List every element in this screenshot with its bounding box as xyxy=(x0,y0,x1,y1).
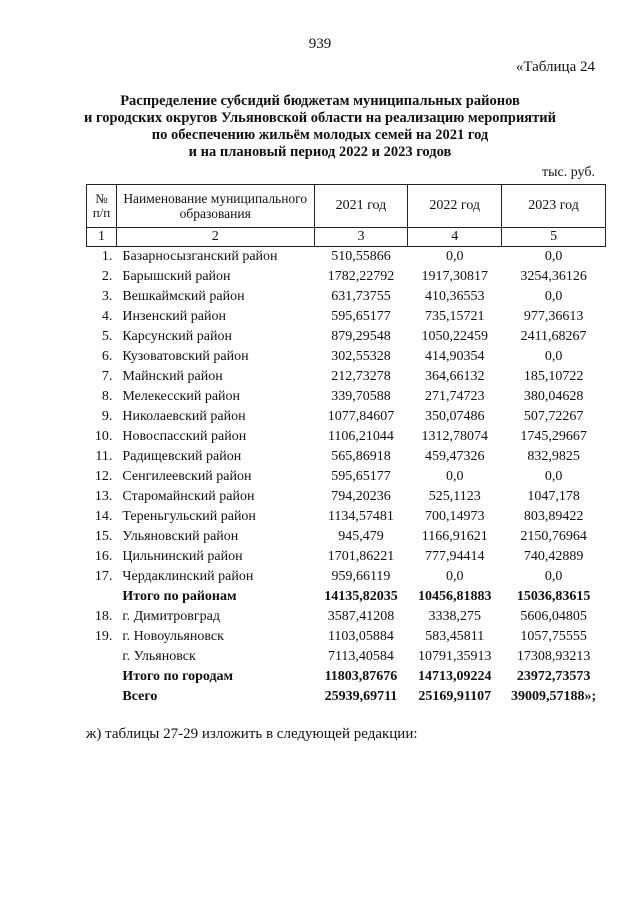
value-2022: 25169,91107 xyxy=(418,689,492,704)
row-number: 4. xyxy=(101,309,113,324)
table-row xyxy=(87,567,606,587)
title-line: Распределение субсидий бюджетам муниципальных районов xyxy=(120,93,520,109)
column-index-row xyxy=(87,228,606,247)
table-row xyxy=(87,627,606,647)
table-row xyxy=(87,367,606,387)
value-2021: 565,86918 xyxy=(331,449,391,464)
table-body xyxy=(87,247,606,708)
units-label: тыс. руб. xyxy=(542,165,595,180)
value-2023: 0,0 xyxy=(544,349,563,364)
table-row xyxy=(87,647,606,667)
value-2021: 14135,82035 xyxy=(324,589,398,604)
municipality-name: Кузоватовский район xyxy=(122,349,249,364)
table-row xyxy=(87,287,606,307)
municipality-name: Мелекесский район xyxy=(122,389,241,404)
table-row xyxy=(87,387,606,407)
row-number: 18. xyxy=(94,609,113,624)
value-2021: 339,70588 xyxy=(331,389,391,404)
value-2023: 1057,75555 xyxy=(520,629,587,644)
value-2022: 1166,91621 xyxy=(421,529,488,544)
municipality-name: Итого по районам xyxy=(122,589,237,604)
value-2021: 212,73278 xyxy=(331,369,391,384)
value-2022: 777,94414 xyxy=(424,549,485,564)
value-2022: 735,15721 xyxy=(424,309,485,324)
municipality-name: Вешкаймский район xyxy=(122,289,245,304)
value-2021: 1106,21044 xyxy=(327,429,394,444)
value-2022: 583,45811 xyxy=(425,629,485,644)
title-line: по обеспечению жильём молодых семей на 2021 год xyxy=(151,127,489,143)
table-row xyxy=(87,427,606,447)
value-2023: 0,0 xyxy=(544,469,563,484)
value-2023: 1745,29667 xyxy=(520,429,587,444)
municipality-name: Итого по городам xyxy=(122,669,234,684)
value-2021: 1103,05884 xyxy=(327,629,394,644)
row-number: 11. xyxy=(95,449,113,464)
value-2023: 380,04628 xyxy=(523,389,584,404)
value-2022: 700,14973 xyxy=(424,509,485,524)
row-number xyxy=(87,647,117,667)
value-2023: 15036,83615 xyxy=(516,589,591,604)
value-2021: 7113,40584 xyxy=(327,649,394,664)
row-number: 15. xyxy=(94,529,113,544)
value-2023: 507,72267 xyxy=(523,409,584,424)
municipality-name: Всего xyxy=(122,689,158,704)
row-number: 17. xyxy=(94,569,113,584)
value-2023: 5606,04805 xyxy=(520,609,587,624)
table-row xyxy=(87,487,606,507)
value-2022: 0,0 xyxy=(445,249,464,264)
header-2022: 2022 год xyxy=(408,185,502,228)
municipality-name: г. Новоульяновск xyxy=(122,629,224,644)
municipality-name: Чердаклинский район xyxy=(122,569,254,584)
row-number: 19. xyxy=(94,629,113,644)
title-line: и на плановый период 2022 и 2023 годов xyxy=(188,144,452,160)
footnote: ж) таблицы 27-29 изложить в следующей редакции: xyxy=(86,726,418,742)
row-number: 14. xyxy=(94,509,113,524)
row-number: 5. xyxy=(101,329,113,344)
row-number: 13. xyxy=(94,489,113,504)
table-row xyxy=(87,327,606,347)
value-2021: 595,65177 xyxy=(331,469,391,484)
total-row xyxy=(87,587,606,607)
value-2021: 1077,84607 xyxy=(327,409,395,424)
value-2021: 11803,87676 xyxy=(324,669,398,684)
table-row xyxy=(87,247,606,268)
value-2023: 0,0 xyxy=(544,569,563,584)
municipality-name: Радищевский район xyxy=(122,449,242,464)
value-2023: 740,42889 xyxy=(523,549,584,564)
table-row xyxy=(87,447,606,467)
table-row xyxy=(87,507,606,527)
municipality-name: Николаевский район xyxy=(122,409,246,424)
column-index: 4 xyxy=(408,228,502,247)
row-number: 10. xyxy=(94,429,113,444)
value-2021: 595,65177 xyxy=(331,309,391,324)
value-2023: 803,89422 xyxy=(523,509,584,524)
header-num: № п/п xyxy=(87,185,117,228)
table-caption: «Таблица 24 xyxy=(515,59,595,75)
value-2022: 1050,22459 xyxy=(421,329,488,344)
table-row xyxy=(87,267,606,287)
value-2022: 10791,35913 xyxy=(417,649,492,664)
subsidies-table xyxy=(86,184,606,707)
value-2022: 0,0 xyxy=(445,569,464,584)
value-2021: 1134,57481 xyxy=(327,509,394,524)
table-row xyxy=(87,527,606,547)
value-2022: 0,0 xyxy=(445,469,464,484)
value-2021: 879,29548 xyxy=(331,329,391,344)
value-2022: 14713,09224 xyxy=(417,669,492,684)
column-index: 5 xyxy=(502,228,606,247)
municipality-name: Тереньгульский район xyxy=(122,509,256,524)
value-2022: 350,07486 xyxy=(424,409,485,424)
value-2023: 1047,178 xyxy=(527,489,580,504)
value-2023: 832,9825 xyxy=(527,449,580,464)
value-2021: 510,55866 xyxy=(331,249,391,264)
value-2021: 631,73755 xyxy=(331,289,391,304)
table-row xyxy=(87,607,606,627)
column-index: 1 xyxy=(87,228,117,247)
value-2023: 2150,76964 xyxy=(520,529,587,544)
value-2021: 25939,69711 xyxy=(324,689,398,704)
document-title xyxy=(60,93,580,161)
value-2022: 364,66132 xyxy=(424,369,485,384)
municipality-name: г. Димитровград xyxy=(122,609,220,624)
municipality-name: г. Ульяновск xyxy=(122,649,196,664)
row-number: 9. xyxy=(101,409,113,424)
municipality-name: Базарносызганский район xyxy=(122,249,278,264)
title-line: и городских округов Ульяновской области на реализацию мероприятий xyxy=(84,110,556,126)
total-row xyxy=(87,667,606,687)
row-number: 12. xyxy=(94,469,113,484)
value-2021: 945,479 xyxy=(338,529,384,544)
table-row xyxy=(87,467,606,487)
municipality-name: Ульяновский район xyxy=(122,529,239,544)
row-number: 7. xyxy=(101,369,113,384)
value-2021: 302,55328 xyxy=(331,349,391,364)
value-2021: 794,20236 xyxy=(331,489,391,504)
value-2023: 977,36613 xyxy=(523,309,584,324)
value-2022: 410,36553 xyxy=(424,289,485,304)
municipality-name: Барышский район xyxy=(122,269,231,284)
row-number: 3. xyxy=(101,289,113,304)
row-number: 8. xyxy=(101,389,113,404)
column-index: 3 xyxy=(314,228,408,247)
column-index: 2 xyxy=(116,228,314,247)
row-number xyxy=(87,687,117,707)
header-name: Наименование муниципального образования xyxy=(116,185,314,228)
table-row xyxy=(87,347,606,367)
value-2023: 2411,68267 xyxy=(520,329,587,344)
row-number xyxy=(87,667,117,687)
row-number: 2. xyxy=(101,269,113,284)
header-2021: 2021 год xyxy=(314,185,408,228)
row-number: 6. xyxy=(101,349,113,364)
total-row xyxy=(87,687,606,707)
table-row xyxy=(87,307,606,327)
value-2022: 3338,275 xyxy=(428,609,481,624)
municipality-name: Инзенский район xyxy=(122,309,226,324)
value-2022: 459,47326 xyxy=(424,449,485,464)
row-number: 16. xyxy=(94,549,113,564)
municipality-name: Майнский район xyxy=(122,369,223,384)
value-2021: 3587,41208 xyxy=(327,609,395,624)
value-2023: 39009,57188»; xyxy=(510,689,597,704)
value-2021: 1701,86221 xyxy=(327,549,395,564)
value-2022: 1312,78074 xyxy=(421,429,488,444)
header-2023: 2023 год xyxy=(502,185,606,228)
value-2023: 23972,73573 xyxy=(516,669,591,684)
page-number: 939 xyxy=(308,36,332,52)
header-row xyxy=(87,185,606,228)
municipality-name: Карсунский район xyxy=(122,329,232,344)
table-row xyxy=(87,547,606,567)
municipality-name: Старомайнский район xyxy=(122,489,255,504)
table-row xyxy=(87,407,606,427)
municipality-name: Цильнинский район xyxy=(122,549,243,564)
value-2021: 959,66119 xyxy=(331,569,391,584)
value-2023: 3254,36126 xyxy=(520,269,587,284)
value-2023: 185,10722 xyxy=(523,369,584,384)
value-2022: 1917,30817 xyxy=(421,269,488,284)
value-2022: 10456,81883 xyxy=(417,589,492,604)
value-2023: 0,0 xyxy=(544,249,563,264)
row-number xyxy=(87,587,117,607)
value-2021: 1782,22792 xyxy=(327,269,395,284)
value-2022: 414,90354 xyxy=(424,349,485,364)
value-2022: 525,1123 xyxy=(428,489,481,504)
municipality-name: Сенгилеевский район xyxy=(122,469,252,484)
row-number: 1. xyxy=(101,249,113,264)
value-2023: 17308,93213 xyxy=(516,649,591,664)
value-2023: 0,0 xyxy=(544,289,563,304)
value-2022: 271,74723 xyxy=(424,389,485,404)
municipality-name: Новоспасский район xyxy=(122,429,247,444)
